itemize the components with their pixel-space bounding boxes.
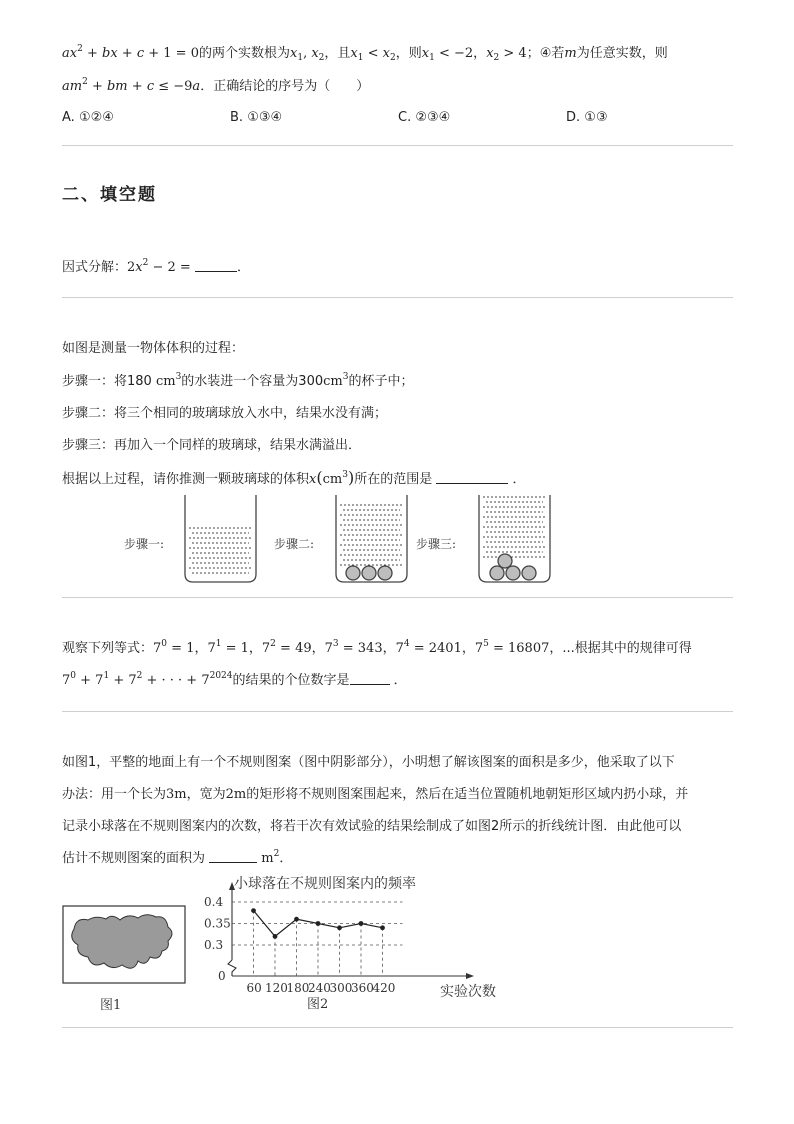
answer-blank[interactable]	[436, 471, 508, 484]
q3-end: ．	[393, 673, 407, 688]
divider	[62, 297, 733, 298]
prev-line1-text-a: 的两个实数根为	[198, 46, 290, 61]
q4-line2-c: 的矩形将不规则图案围起来，然后在适当位置随机地朝矩形区域内扔小球，并	[246, 787, 689, 802]
beaker-label-3: 步骤三:	[416, 537, 457, 551]
q3-line2: $7^0 + 7^1 + 7^2$ + · · · + $7^{2024}$的结果的个位数字是 ．	[62, 671, 407, 688]
q2-ask: 根据以上过程，请你推测一颗玻璃球的体积$x(cm^3)$所在的范围是 ．	[62, 468, 526, 487]
data-point	[380, 925, 385, 930]
data-point	[359, 921, 364, 926]
q4-line4-a: 估计不规则图案的面积为	[62, 851, 206, 866]
q3-suffix: ，...根据其中的规律可得	[549, 641, 692, 656]
q3-prefix: 观察下列等式：	[62, 641, 154, 656]
q1-prefix: 因式分解：	[62, 260, 128, 275]
option-d-text: ①③	[584, 110, 608, 125]
q4-line4: 估计不规则图案的面积为 $m^2$．	[62, 849, 293, 866]
option-d-letter: D.	[566, 110, 581, 125]
irregular-shape	[72, 915, 172, 968]
frequency-line-chart	[190, 868, 510, 1018]
q4-line2-b: ，宽为	[186, 787, 226, 802]
figure-1	[62, 905, 187, 1020]
q2-step3: 步骤三：再加入一个同样的玻璃球，结果水满溢出．	[62, 438, 362, 453]
q4-line2-a: 办法：用一个长为	[62, 787, 167, 802]
figure-1-label: 图1	[100, 998, 122, 1013]
option-c[interactable]	[398, 110, 450, 125]
option-b-letter: B.	[230, 110, 244, 125]
x-axis-arrow	[466, 973, 474, 979]
beaker-figure	[110, 490, 570, 590]
question-factorize: 因式分解：$2x^2 - 2$ = ．	[62, 258, 250, 275]
q3-line1: 观察下列等式：$7^0 = 1$，$7^1 = 1$，$7^2 = 49$，$7^3 = 343$，$7^4 = 2401$，$7^5 = 16807$，...根据其中的规律可得	[62, 639, 692, 656]
beaker-label-1: 步骤一:	[124, 537, 165, 551]
q2-ask-b: 所在的范围是	[354, 472, 433, 487]
q4-line4-end: ．	[279, 851, 293, 866]
q2-step1-c: 的杯子中；	[348, 374, 414, 389]
beaker-step2	[336, 495, 407, 582]
q2-ask-a: 根据以上过程，请你推测一颗玻璃球的体积	[62, 472, 310, 487]
option-c-text: ②③④	[415, 110, 451, 125]
x-tick-label: 120	[265, 981, 288, 995]
q2-step1-a: 步骤一：将180	[62, 374, 156, 389]
prev-line1-text-d: ，	[473, 46, 487, 61]
chart-axes	[228, 882, 474, 979]
option-d[interactable]	[566, 110, 608, 125]
answer-blank[interactable]	[350, 672, 390, 685]
q4-line3: 记录小球落在不规则图案内的次数，将若干次有效试验的结果绘制成了如图2所示的折线统计图．由此他可以	[62, 819, 682, 834]
divider	[62, 711, 733, 712]
prev-line1-text-f: 为任意实数，则	[576, 46, 668, 61]
option-c-letter: C.	[398, 110, 412, 125]
x-tick-label: 180	[286, 981, 310, 995]
x-tick-label: 60	[246, 981, 262, 995]
q4-line1: 如图1，平整的地面上有一个不规则图案（图中阴影部分），小明想了解该图案的面积是多少，他采取了以下	[62, 755, 675, 770]
section-title: 二、填空题	[62, 185, 157, 205]
prev-line1-text-b: ，且	[324, 46, 351, 61]
prev-question-line2: $am^2$ + bm + c ≤ −9a．正确结论的序号为（ ）	[62, 77, 370, 94]
option-b[interactable]	[230, 110, 282, 125]
chart-x-axis-label: 实验次数	[440, 984, 496, 1000]
beaker-label-2: 步骤二:	[274, 537, 315, 551]
prev-line1-text-c: ，则	[395, 46, 422, 61]
figure-2-label: 图2	[307, 997, 329, 1012]
beaker-step1	[185, 495, 256, 582]
divider	[62, 1027, 733, 1028]
q2-step2: 步骤二：将三个相同的玻璃球放入水中，结果水没有满；	[62, 406, 388, 421]
q2-ask-end: ．	[512, 472, 526, 487]
chart-title: 小球落在不规则图案内的频率	[234, 876, 416, 892]
option-a-text: ①②④	[78, 110, 114, 125]
y-tick-label: 0.35	[204, 916, 231, 931]
x-tick-label: 300	[329, 981, 353, 995]
q2-intro: 如图是测量一物体体积的过程：	[62, 341, 245, 356]
q3-line2-suffix: 的结果的个位数字是	[232, 673, 350, 688]
option-a[interactable]	[62, 110, 114, 125]
divider	[62, 145, 733, 146]
prev-line1-text-e: ；④若	[526, 46, 565, 61]
y-axis-break	[228, 960, 236, 976]
y-tick-label: 0.4	[204, 895, 224, 909]
x-tick-label: 240	[308, 981, 331, 995]
q2-step1-b: 的水装进一个容量为300	[181, 374, 324, 389]
chart-grid	[232, 902, 403, 976]
data-point	[251, 908, 256, 913]
prev-line2-text: ．正确结论的序号为（ ）	[200, 79, 370, 94]
q2-step1: 步骤一：将180 $cm^3$的水装进一个容量为$300cm^3$的杯子中；	[62, 372, 414, 389]
option-b-text: ①③④	[247, 110, 283, 125]
option-a-letter: A.	[62, 110, 75, 125]
divider	[62, 597, 733, 598]
y-tick-label: 0.3	[204, 938, 224, 952]
beaker-step3	[479, 495, 550, 582]
q4-line2: 办法：用一个长为3m，宽为2m的矩形将不规则图案围起来，然后在适当位置随机地朝矩形区域内扔小球，并	[62, 787, 689, 802]
q1-suffix: ．	[236, 260, 250, 275]
answer-blank[interactable]	[195, 259, 237, 272]
data-point	[273, 934, 278, 939]
x-tick-label: 420	[372, 981, 396, 995]
x-tick-label: 360	[351, 981, 374, 995]
answer-blank[interactable]	[209, 850, 257, 863]
data-point	[316, 921, 321, 926]
data-point	[294, 917, 299, 922]
origin-label: 0	[218, 969, 226, 983]
prev-question-line1: $ax^2$ + bx + c + 1 = 0的两个实数根为$x_1$, $x_2$，且$x_1 < x_2$，则$x_1 < -2$，$x_2 > 4$；④若m为任意实数，则	[62, 44, 668, 63]
data-point	[337, 925, 342, 930]
